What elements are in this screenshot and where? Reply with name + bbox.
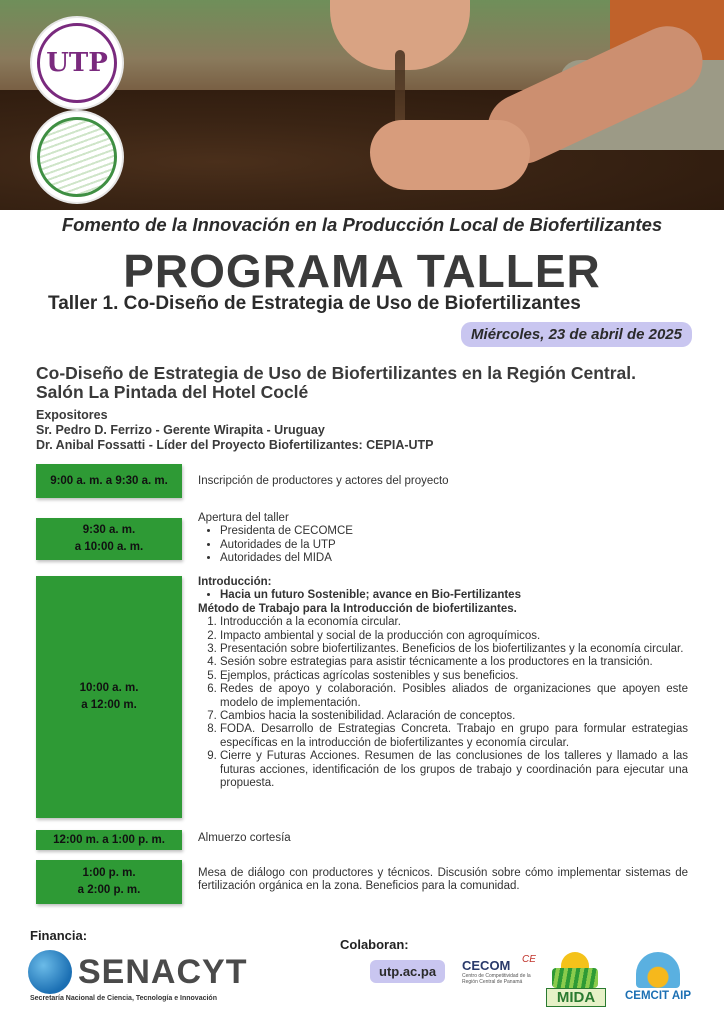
time-slot-4: 12:00 m. a 1:00 p. m. (36, 830, 182, 850)
utp-logo-mark: UTP (46, 48, 108, 78)
step-item: 1. Introducción a la economía circular. (220, 616, 688, 629)
workshop-title: Taller 1. Co-Diseño de Estrategia de Uso de Biofertilizantes (48, 293, 581, 314)
field-icon (552, 968, 598, 988)
cemcit-icon (636, 952, 680, 988)
page-title: PROGRAMA TALLER (123, 245, 601, 297)
project-subtitle: Fomento de la Innovación en la Producción Local de Biofertilizantes (61, 214, 663, 235)
time-slot-2: 9:30 a. m. a 10:00 a. m. (36, 518, 182, 560)
list-item: • Autoridades del MIDA (220, 552, 688, 565)
date-badge: Miércoles, 23 de abril de 2025 (461, 322, 692, 347)
intro-label: Introducción: (198, 576, 272, 588)
funding-label: Financia: (30, 928, 88, 943)
cepia-logo (32, 112, 122, 202)
step-item: 3. Presentación sobre biofertilizantes. Beneficios de los biofertilizantes y la economía circular. (220, 643, 688, 656)
step-item: 2. Impacto ambiental y social de la producción con agroquímicos. (220, 630, 688, 643)
list-item: • Autoridades de la UTP (220, 539, 688, 552)
senacyt-logo (28, 950, 247, 994)
sun-icon (561, 952, 589, 968)
mida-logo: MIDA (546, 952, 604, 1008)
step-item: 9. Cierre y Futuras Acciones. Resumen de las conclusiones de los talleres y llamado a las futuras acciones, identificación de los grupos de trabajo y coordinación para ejecutar una propuesta. (220, 750, 688, 790)
speakers-block (36, 408, 434, 453)
opening-list (198, 525, 688, 565)
list-item: • Presidenta de CECOMCE (220, 525, 688, 538)
agenda-desc-3 (198, 576, 688, 791)
speaker-1: Sr. Pedro D. Ferrizo - Gerente Wirapita - Uruguay (36, 423, 325, 437)
agenda-desc-4: Almuerzo cortesía (198, 832, 291, 844)
step-item: 6. Redes de apoyo y colaboración. Posibles aliados de organizaciones que apoyen este modelo de implementación. (220, 683, 688, 710)
step-item: 4. Sesión sobre estrategias para asistir técnicamente a los productores en la transición. (220, 656, 688, 669)
agenda-desc-2: Apertura del taller • Presidenta de CECOMCE • Autoridades de la UTP • Autoridades del MIDA (198, 512, 688, 566)
lower-hand (370, 120, 530, 190)
agenda-desc-1: Inscripción de productores y actores del proyecto (198, 475, 449, 487)
senacyt-subtitle: Secretaría Nacional de Ciencia, Tecnología e Innovación (30, 995, 217, 1002)
globe-icon (28, 950, 72, 994)
step-item: 5. Ejemplos, prácticas agrícolas sostenibles y sus beneficios. (220, 670, 688, 683)
utp-logo (32, 18, 122, 108)
method-steps (198, 616, 688, 790)
senacyt-name: SENACYT (78, 952, 248, 991)
time-slot-1: 9:00 a. m. a 9:30 a. m. (36, 464, 182, 498)
cecom-logo: CE CECOM Centro de Competitividad de la Región Central de Panamá (462, 954, 536, 985)
utp-url-badge[interactable]: utp.ac.pa (370, 960, 445, 983)
step-item: 8. FODA. Desarrollo de Estrategias Concreta. Trabajo en grupo para formular estrategias específicas en la introducción de biofertilizantes y economía circular. (220, 723, 688, 750)
cemcit-logo: CEMCIT AIP (616, 952, 700, 1008)
method-label: Método de Trabajo para la Introducción de biofertilizantes. (198, 602, 517, 615)
intro-item: • Hacia un futuro Sostenible; avance en Bio-Fertilizantes (220, 589, 688, 602)
agenda-desc-5: Mesa de diálogo con productores y técnicos. Discusión sobre cómo implementar sistemas de fertilización orgánica en la zona. Beneficios para la comunidad. (198, 867, 688, 893)
session-title: Co-Diseño de Estrategia de Uso de Biofertilizantes en la Región Central. Salón La Pintada del Hotel Coclé (36, 363, 636, 402)
time-slot-3: 10:00 a. m. a 12:00 m. (36, 576, 182, 818)
step-item: 7. Cambios hacia la sostenibilidad. Aclaración de conceptos. (220, 710, 688, 723)
speaker-2: Dr. Anibal Fossatti - Líder del Proyecto Biofertilizantes: CEPIA-UTP (36, 438, 434, 452)
speakers-label: Expositores (36, 408, 108, 422)
time-slot-5: 1:00 p. m. a 2:00 p. m. (36, 860, 182, 904)
collab-label: Colaboran: (340, 937, 409, 952)
